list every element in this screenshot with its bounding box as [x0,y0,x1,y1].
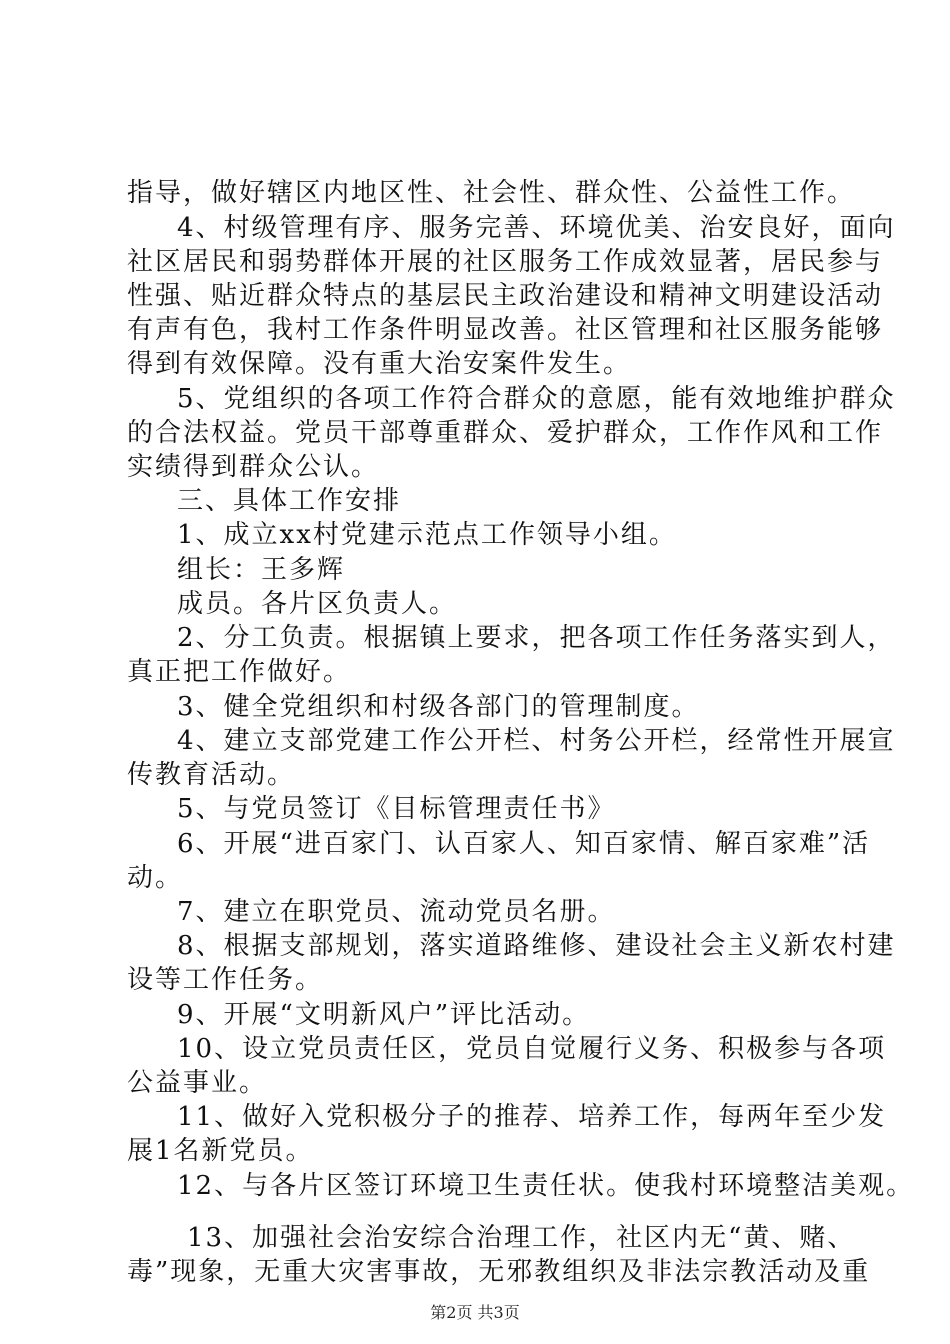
text-line: 的合法权益。党员干部尊重群众、爱护群众，工作作风和工作 [127,418,884,448]
text-line: 实绩得到群众公认。 [127,452,380,482]
text-line: 成员。各片区负责人。 [177,589,458,619]
text-line: 组长：王多辉 [177,555,346,585]
section-heading: 三、具体工作安排 [177,486,402,516]
text-line: 传教育活动。 [127,760,296,790]
text-line: 5、党组织的各项工作符合群众的意愿，能有效地维护群众 [177,384,896,414]
text-line: 毒”现象，无重大灾害事故，无邪教组织及非法宗教活动及重 [127,1257,871,1287]
text-line: 设等工作任务。 [127,965,324,995]
text-line: 4、村级管理有序、服务完善、环境优美、治安良好，面向 [177,213,896,243]
text-line: 5、与党员签订《目标管理责任书》 [177,794,616,824]
text-line: 7、建立在职党员、流动党员名册。 [177,897,616,927]
text-line: 有声有色，我村工作条件明显改善。社区管理和社区服务能够 [127,315,884,345]
page-number-footer: 第2页 共3页 [430,1303,520,1322]
text-line: 4、建立支部党建工作公开栏、村务公开栏，经常性开展宣 [177,726,896,756]
text-line: 1、成立xx村党建示范点工作领导小组。 [177,520,677,550]
text-line: 指导，做好辖区内地区性、社会性、群众性、公益性工作。 [127,178,856,208]
text-line: 社区居民和弱势群体开展的社区服务工作成效显著，居民参与 [127,247,884,277]
text-line: 12、与各片区签订环境卫生责任状。使我村环境整洁美观。 [177,1171,915,1201]
text-line: 11、做好入党积极分子的推荐、培养工作，每两年至少发 [177,1102,887,1132]
text-line: 10、设立党员责任区，党员自觉履行义务、积极参与各项 [177,1034,887,1064]
text-line: 性强、贴近群众特点的基层民主政治建设和精神文明建设活动 [127,281,884,311]
text-line: 得到有效保障。没有重大治安案件发生。 [127,349,632,379]
text-line: 3、健全党组织和村级各部门的管理制度。 [177,692,700,722]
text-line: 公益事业。 [127,1068,268,1098]
text-line: 动。 [127,863,184,893]
text-line: 8、根据支部规划，落实道路维修、建设社会主义新农村建 [177,931,896,961]
text-line: 13、加强社会治安综合治理工作，社区内无“黄、赌、 [187,1223,856,1253]
text-line: 9、开展“文明新风户”评比活动。 [177,1000,591,1030]
text-line: 2、分工负责。根据镇上要求，把各项工作任务落实到人， [177,623,896,653]
text-line: 6、开展“进百家门、认百家人、知百家情、解百家难”活 [177,829,871,859]
text-line: 展1名新党员。 [127,1136,314,1166]
text-line: 真正把工作做好。 [127,657,352,687]
